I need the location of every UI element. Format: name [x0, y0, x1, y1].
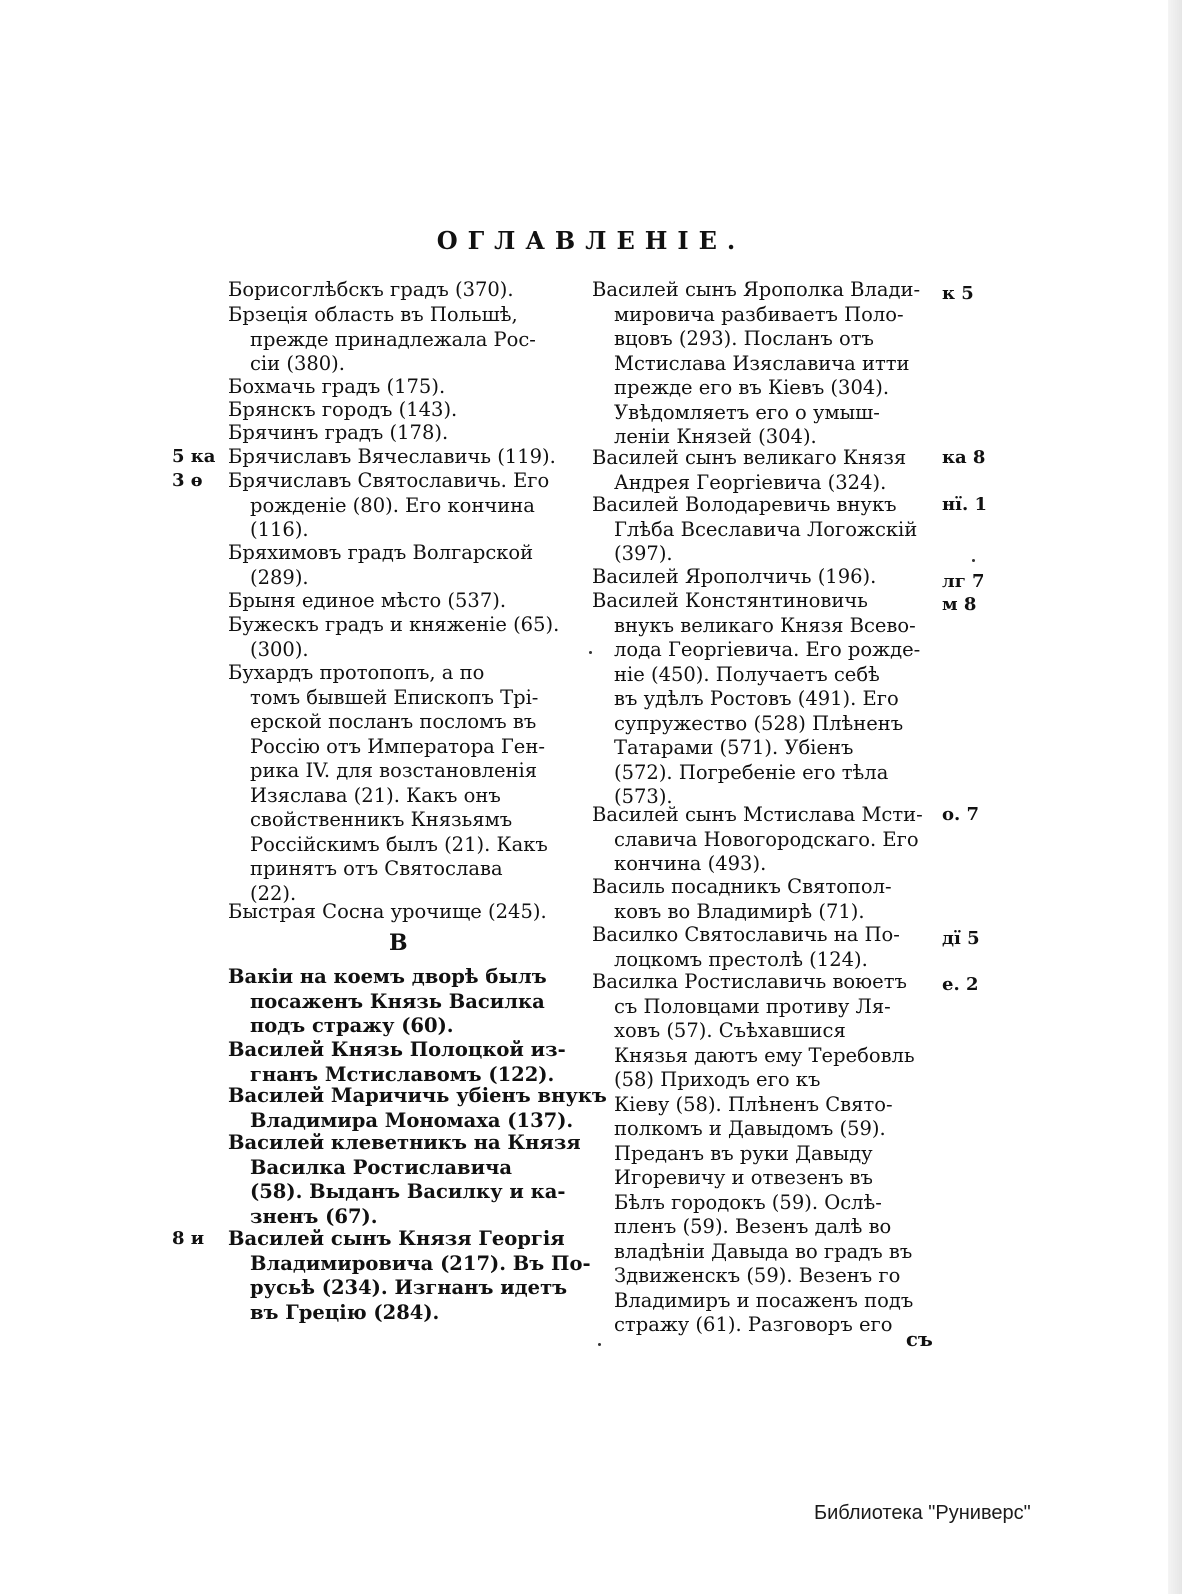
margin-note: м 8	[942, 594, 977, 615]
index-entry: Брячинъ градъ (178).	[228, 421, 449, 444]
index-entry: Борисоглѣбскъ градъ (370).	[228, 278, 514, 301]
margin-note: 5 ка	[172, 446, 216, 467]
margin-note: 8 и	[172, 1228, 205, 1249]
index-entry: Василей Володаревичь внукъ Глѣба Всеславича Логожскій (397).	[592, 493, 918, 565]
margin-note: к 5	[942, 283, 974, 304]
index-entry: Василь посадникъ Святопол- ковъ во Владимирѣ (71).	[592, 875, 892, 923]
margin-note: лг 7	[942, 571, 985, 592]
index-entry: Василей Князь Полоцкой из- гнанъ Мстиславомъ (122).	[228, 1038, 566, 1086]
page-title: ОГЛАВЛЕНІЕ.	[436, 226, 746, 255]
index-entry: Брыня единое мѣсто (537).	[228, 589, 507, 612]
index-entry: Брянскъ городъ (143).	[228, 398, 458, 421]
index-entry: Василей Констянтиновичь внукъ великаго Князя Всево- лода Георгіевича. Его рожде- ніе (450). Получаетъ себѣ въ удѣлъ Ростовъ (491). Его супружество (528) Плѣненъ Татарами (571). Убіенъ (572). Погребеніе его тѣла (573).	[592, 589, 921, 808]
index-entry: Василей сынъ великаго Князя Андрея Георгіевича (324).	[592, 446, 907, 494]
index-entry: Бряхимовъ градъ Волгарской (289).	[228, 541, 534, 589]
index-entry: Бухардъ протопопъ, а по томъ бывшей Епископъ Трі- ерской посланъ посломъ въ Россію отъ Императора Ген- рика IV. для возстановленія Изяслава (21). Какъ онъ свойственникъ Князьямъ Россійскимъ былъ (21). Какъ принятъ отъ Святослава (22).	[228, 661, 548, 905]
index-entry: Василей сынъ Князя Георгія Владимировича (217). Въ По- русьѣ (234). Изгнанъ идетъ въ Грецію (284).	[228, 1227, 591, 1324]
margin-note: е. 2	[942, 974, 979, 995]
index-entry: Бохмачь градъ (175).	[228, 375, 446, 398]
index-entry: Василко Святославичь на По- лоцкомъ престолѣ (124).	[592, 923, 900, 971]
index-entry: Вакіи на коемъ дворѣ былъ посаженъ Князь Василка подъ стражу (60).	[228, 965, 547, 1037]
index-entry: Брячиславъ Вячеславичь (119).	[228, 445, 556, 468]
index-entry: Василей Маричичь убіенъ внукъ Владимира Мономаха (137).	[228, 1084, 607, 1132]
section-letter: В	[389, 930, 408, 956]
scan-speck	[972, 559, 975, 562]
catchword: съ	[906, 1328, 933, 1351]
margin-note: 3 ѳ	[172, 470, 203, 491]
index-entry: Быстрая Сосна урочище (245).	[228, 900, 547, 923]
index-entry: Бужескъ градъ и княженіе (65). (300).	[228, 613, 560, 661]
index-entry: Василей Ярополчичь (196).	[592, 565, 877, 588]
index-entry: Василей клеветникъ на Князя Василка Ростиславича (58). Выданъ Василку и ка- зненъ (67).	[228, 1131, 581, 1228]
index-entry: Брзеція область въ Польшѣ, прежде принадлежала Рос- сіи (380).	[228, 303, 536, 375]
index-entry: Брячиславъ Святославичь. Его рожденіе (80). Его кончина (116).	[228, 469, 550, 541]
index-entry: Василей сынъ Мстислава Мсти- славича Новогородскаго. Его кончина (493).	[592, 803, 923, 875]
library-watermark: Библиотека "Руниверс"	[814, 1502, 1031, 1524]
margin-note: о. 7	[942, 804, 980, 825]
margin-note: дї 5	[942, 928, 980, 949]
index-entry: Василка Ростиславичь воюетъ съ Половцами противу Ля- ховъ (57). Съѣхавшися Князья даютъ ему Теребовль (58) Приходъ его къ Кіеву (58). Плѣненъ Свято- полкомъ и Давыдомъ (59). Преданъ въ руки Давыду Игоревичу и отвезенъ въ Бѣлъ городокъ (59). Ослѣ- пленъ (59). Везенъ далѣ во владѣніи Давыда во градъ въ Здвиженскъ (59). Везенъ го Владимиръ и посаженъ подъ стражу (61). Разговоръ его	[592, 970, 915, 1336]
margin-note: нї. 1	[942, 494, 988, 515]
margin-note: ка 8	[942, 447, 986, 468]
scan-speck	[598, 1343, 601, 1346]
scan-speck	[589, 651, 592, 654]
index-entry: Василей сынъ Ярополка Влади- мировича разбиваетъ Поло- вцовъ (293). Посланъ отъ Мстислава Изяславича итти прежде его въ Кіевъ (304). Увѣдомляетъ его о умыш- леніи Князей (304).	[592, 278, 921, 448]
